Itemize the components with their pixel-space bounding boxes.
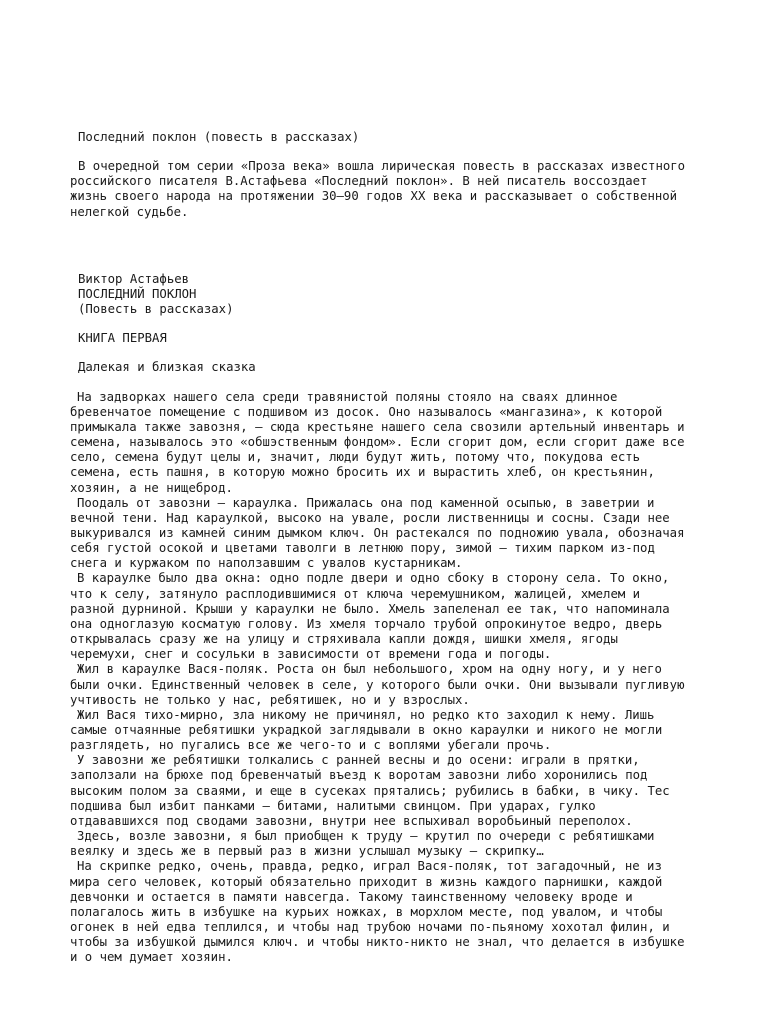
part-heading: КНИГА ПЕРВАЯ	[78, 331, 167, 346]
paragraph-line: высоким полом за сваями, и еще в сусеках прятались; рубились в бабки, в чику. Тес	[70, 783, 670, 798]
paragraph-line: полагалось жить в избушке на курьих ножках, в морхлом месте, под увалом, и чтобы	[70, 904, 663, 919]
paragraph	[70, 571, 710, 662]
paragraph-line: село, семена будут целы и, значит, люди будут жить, потому что, покудова есть	[70, 450, 641, 465]
paragraph-line: девчонки и остается в памяти навсегда. Такому таинственному человеку вроде и	[70, 889, 633, 904]
paragraph-line: бревенчатое помещение с подшивом из досок. Оно называлось «мангазина», к которой	[70, 404, 663, 419]
book-title: ПОСЛЕДНИЙ ПОКЛОН	[78, 286, 197, 301]
paragraph-line: Жил в караулке Вася-поляк. Роста он был небольшого, хром на одну ногу, и у него	[77, 662, 662, 677]
paragraph-line: заползали на брюхе под бревенчатый въезд к воротам завозни либо хоронились под	[70, 768, 648, 783]
annotation-line: жизнь своего народа на протяжении 30—90 годов XX века и рассказывает о собственной	[70, 189, 678, 204]
paragraph-line: чтобы за избушкой дымился ключ. и чтобы никто-никто не знал, что делается в избушке	[70, 935, 685, 950]
paragraph-line: веялку и здесь же в первый раз в жизни услышал музыку — скрипку…	[70, 844, 544, 859]
paragraph-line: самые отчаянные ребятишки украдкой заглядывали в окно караулки и никого не могли	[70, 723, 663, 737]
paragraph-line: хозяин, а не нищеброд.	[70, 480, 233, 495]
paragraph-line: выкуривался из камней синим дымком ключ. Он растекался по подножию увала, обозначая	[70, 525, 685, 540]
paragraph-line: семена, называлось это «обшэственным фондом». Если сгорит дом, если сгорит даже все	[70, 435, 685, 450]
paragraph-line: подшива был избит панками — битами, налитыми свинцом. При ударах, гулко	[70, 798, 596, 813]
spacer	[70, 346, 710, 360]
annotation	[70, 159, 710, 220]
paragraph-line: В караулке было два окна: одно подле двери и одно сбоку в сторону села. То окно,	[77, 571, 670, 586]
paragraph-line: примыкала также завозня, — сюда крестьяне нашего села свозили артельный инвентарь и	[70, 419, 685, 434]
annotation-line: российского писателя В.Астафьева «Последний поклон». В ней писатель воссоздает	[70, 174, 648, 189]
spacer	[70, 145, 710, 159]
document-page	[70, 130, 710, 966]
spacer	[70, 220, 710, 265]
chapter-heading: Далекая и близкая сказка	[78, 360, 256, 375]
paragraph-line: огонек в ней едва теплился, и чтобы над трубою ночами по-пьяному хохотал филин, и	[70, 920, 670, 935]
paragraph-line: черемухи, снег и сосульки в зависимости от времени года и погоды.	[70, 647, 552, 662]
paragraph-line: были очки. Единственный человек в селе, у которого были очки. Они вызывали пугливую	[70, 677, 685, 692]
spacer	[70, 376, 710, 390]
paragraph	[70, 753, 710, 829]
paragraph-line: она одноглазую косматую голову. Из хмеля торчало трубой опрокинутое ведро, дверь	[70, 616, 663, 631]
paragraph	[70, 662, 710, 707]
spacer	[70, 317, 710, 331]
paragraph-line: разной дурниной. Крыши у караулки не было. Хмель запеленал ее так, что напоминала	[70, 601, 670, 616]
paragraph-line: отдававшихся под сводами завозни, внутри нее вспыхивал воробьиный переполох.	[70, 813, 633, 828]
paragraph	[70, 829, 710, 859]
paragraph-line: открывалась сразу же на улицу и стряхивала капли дождя, шишки хмеля, ягоды	[70, 632, 618, 647]
paragraph-line: и о чем думает хозяин.	[70, 950, 233, 965]
paragraph-line: семена, есть пашня, в которую можно бросить их и вырастить хлеб, он крестьянин,	[70, 465, 655, 480]
paragraph-line: Здесь, возле завозни, я был приобщен к труду — крутил по очереди с ребятишками	[77, 829, 655, 844]
paragraph	[70, 496, 710, 572]
book-subtitle: (Повесть в рассказах)	[78, 302, 234, 317]
document-title: Последний поклон (повесть в рассказах)	[78, 130, 360, 144]
body-text	[70, 390, 710, 966]
paragraph-line: У завозни же ребятишки толкались с ранней весны и до осени: играли в прятки,	[77, 753, 640, 768]
paragraph-line: мира сего человек, который обязательно приходит в жизнь каждого парнишки, каждой	[70, 874, 663, 889]
paragraph-line: На скрипке редко, очень, правда, редко, играл Вася-поляк, тот загадочный, не из	[77, 859, 662, 874]
paragraph	[70, 708, 710, 753]
author-name: Виктор Астафьев	[78, 271, 190, 286]
paragraph-line: учтивость не только у нас, ребятишек, но и у взрослых.	[70, 692, 470, 707]
paragraph-line: разглядеть, но пугались все же чего-то и с воплями убегали прочь.	[70, 738, 552, 753]
annotation-line: нелегкой судьбе.	[70, 204, 189, 219]
paragraph-line: Поодаль от завозни — караулка. Прижалась она под каменной осыпью, в заветрии и	[77, 495, 655, 510]
paragraph-line: снега и куржаком по наползавшим с увалов кустарникам.	[70, 556, 463, 571]
annotation-line: В очередной том серии «Проза века» вошла лирическая повесть в рассказах известного	[78, 159, 686, 174]
paragraph	[70, 390, 710, 496]
paragraph	[70, 859, 710, 965]
paragraph-line: вечной тени. Над караулкой, высоко на увале, росли лиственницы и сосны. Сзади нее	[70, 510, 670, 525]
paragraph-line: Жил Вася тихо-мирно, зла никому не причинял, но редко кто заходил к нему. Лишь	[77, 707, 655, 722]
paragraph-line: что к селу, затянуло расплодившимися от ключа черемушником, жалицей, хмелем и	[70, 586, 641, 601]
paragraph-line: себя густой осокой и цветами таволги в летнюю пору, зимой — тихим парком из-под	[70, 541, 655, 556]
paragraph-line: На задворках нашего села среди травянистой поляны стояло на сваях длинное	[77, 389, 618, 404]
